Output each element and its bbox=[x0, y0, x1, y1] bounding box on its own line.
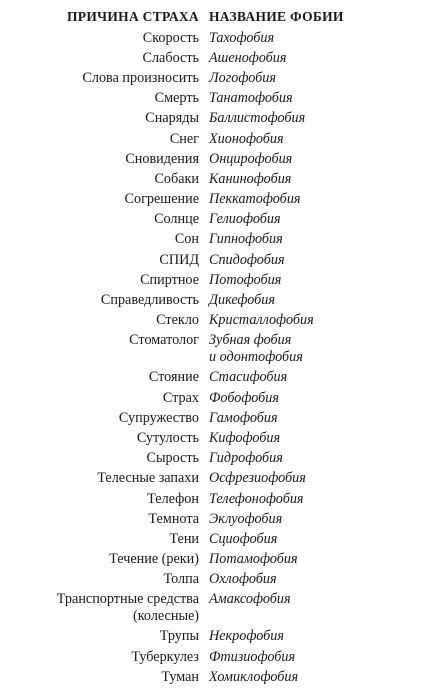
phobia-name: Сциофобия bbox=[209, 530, 278, 547]
table-row bbox=[0, 28, 430, 48]
fear-cause: Телефон bbox=[147, 490, 199, 507]
phobia-name: Амаксофобия bbox=[209, 591, 291, 608]
fear-cause: Слабость bbox=[142, 49, 199, 66]
fear-cause: Солнце bbox=[154, 211, 199, 228]
table-row bbox=[0, 210, 430, 230]
table-row bbox=[0, 550, 430, 570]
phobia-name: Зубная фобия и одонтофобия bbox=[209, 332, 303, 366]
fear-cause: Собаки bbox=[154, 170, 199, 187]
phobia-name: Кристаллофобия bbox=[209, 312, 314, 329]
phobia-name: Фобофобия bbox=[209, 389, 279, 406]
phobia-name: Баллистофобия bbox=[209, 110, 306, 127]
fear-cause: Стояние bbox=[148, 369, 199, 386]
phobia-name: Пеккатофобия bbox=[209, 191, 301, 208]
fear-cause: Трупы bbox=[159, 628, 199, 645]
fear-cause: Снег bbox=[169, 130, 199, 147]
fear-cause: Течение (реки) bbox=[109, 551, 199, 568]
fear-cause: Сновидения bbox=[125, 150, 199, 167]
table-row bbox=[0, 68, 430, 88]
fear-cause: СПИД bbox=[159, 251, 199, 268]
phobia-name: Хомиклофобия bbox=[209, 668, 299, 685]
fear-cause: Толпа bbox=[163, 571, 199, 588]
table-row bbox=[0, 428, 430, 448]
table-row bbox=[0, 449, 430, 469]
fear-cause: Согрешение bbox=[124, 191, 199, 208]
fear-cause: Транспортные средства (колесные) bbox=[56, 591, 199, 625]
phobia-name: Танатофобия bbox=[209, 90, 293, 107]
table-body bbox=[0, 28, 430, 687]
table-row bbox=[0, 190, 430, 210]
table-row bbox=[0, 89, 430, 109]
phobia-name: Гипнофобия bbox=[209, 231, 283, 248]
fear-cause: Тени bbox=[169, 530, 199, 547]
fear-cause: Туман bbox=[161, 668, 199, 685]
table-row bbox=[0, 408, 430, 428]
fear-cause: Сырость bbox=[146, 450, 199, 467]
phobia-name: Потофобия bbox=[209, 271, 282, 288]
fear-cause: Спиртное bbox=[140, 271, 199, 288]
phobia-name: Телефонофобия bbox=[209, 490, 304, 507]
header-cause: ПРИЧИНА СТРАХА bbox=[66, 9, 199, 24]
phobia-name: Гелиофобия bbox=[209, 211, 281, 228]
fear-cause: Страх bbox=[162, 389, 199, 406]
fear-cause: Стоматолог bbox=[129, 332, 199, 349]
phobia-name: Онцирофобия bbox=[209, 150, 293, 167]
table-row bbox=[0, 48, 430, 68]
table-row bbox=[0, 129, 430, 149]
fear-cause: Справедливость bbox=[100, 292, 199, 309]
phobia-name: Канинофобия bbox=[209, 170, 292, 187]
table-row bbox=[0, 149, 430, 169]
table-row bbox=[0, 627, 430, 647]
phobia-name: Гидрофобия bbox=[209, 450, 283, 467]
fear-cause: Снаряды bbox=[145, 110, 199, 127]
table-row bbox=[0, 331, 430, 368]
table-row bbox=[0, 311, 430, 331]
fear-cause: Телесные запахи bbox=[97, 470, 199, 487]
fear-cause: Темнота bbox=[148, 510, 199, 527]
fear-cause: Туберкулез bbox=[131, 648, 199, 665]
table-row bbox=[0, 529, 430, 549]
phobia-name: Хионофобия bbox=[209, 130, 284, 147]
phobia-name: Дикефобия bbox=[209, 292, 275, 309]
phobia-name: Осфрезиофобия bbox=[209, 470, 306, 487]
table-row bbox=[0, 509, 430, 529]
table-row bbox=[0, 489, 430, 509]
table-row bbox=[0, 570, 430, 590]
table-row bbox=[0, 667, 430, 687]
fear-cause: Скорость bbox=[142, 29, 199, 46]
phobia-name: Стасифобия bbox=[209, 369, 288, 386]
table-row bbox=[0, 270, 430, 290]
table-row bbox=[0, 169, 430, 189]
phobia-name: Гамофобия bbox=[209, 409, 278, 426]
phobia-name: Логофобия bbox=[209, 69, 276, 86]
phobia-name: Эклуофобия bbox=[209, 510, 283, 527]
table-row bbox=[0, 469, 430, 489]
table-header bbox=[0, 9, 430, 27]
phobia-name: Потамофобия bbox=[209, 551, 298, 568]
table-row bbox=[0, 290, 430, 310]
phobia-name: Фтизиофобия bbox=[209, 648, 296, 665]
phobia-name: Охлофобия bbox=[209, 571, 277, 588]
header-phobia: НАЗВАНИЕ ФОБИИ bbox=[209, 9, 344, 24]
fear-cause: Сон bbox=[174, 231, 199, 248]
table-row bbox=[0, 368, 430, 388]
fear-cause: Слова произносить bbox=[82, 69, 199, 86]
table-row bbox=[0, 250, 430, 270]
table-row bbox=[0, 388, 430, 408]
phobia-name: Тахофобия bbox=[209, 29, 275, 46]
phobia-name: Ашенофобия bbox=[209, 49, 287, 66]
table-row bbox=[0, 647, 430, 667]
table-row bbox=[0, 590, 430, 627]
table-row bbox=[0, 230, 430, 250]
fear-cause: Стекло bbox=[156, 312, 199, 329]
fear-cause: Сутулость bbox=[136, 429, 199, 446]
phobia-name: Кифофобия bbox=[209, 429, 281, 446]
phobia-name: Некрофобия bbox=[209, 628, 284, 645]
fear-cause: Смерть bbox=[154, 90, 199, 107]
table-row bbox=[0, 109, 430, 129]
fear-cause: Супружество bbox=[118, 409, 199, 426]
phobia-name: Спидофобия bbox=[209, 251, 285, 268]
